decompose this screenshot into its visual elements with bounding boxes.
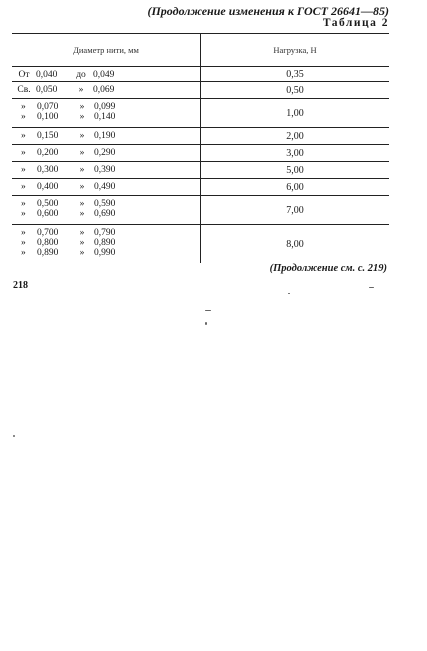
range-to: 0,390 [94, 165, 116, 175]
diameter-cell [12, 99, 200, 127]
range-mid: » [79, 199, 85, 209]
range-prefix: » [21, 248, 26, 258]
range-from: 0,100 [37, 112, 59, 122]
table-row [12, 225, 389, 263]
column-header-diameter: Диаметр нити, мм [73, 45, 139, 55]
diameter-cell [12, 128, 200, 144]
range-prefix: » [21, 131, 26, 141]
diameter-cell [12, 179, 200, 195]
table-title: Таблица 2 [322, 17, 389, 29]
scan-speck [205, 310, 211, 311]
scan-speck [205, 322, 207, 325]
range-to: 0,890 [94, 238, 116, 248]
diameter-range [12, 70, 200, 80]
range-mid: » [79, 148, 85, 158]
diameter-cell [12, 145, 200, 161]
diameter-range [12, 102, 200, 112]
diameter-cell [12, 196, 200, 224]
range-prefix: » [21, 199, 26, 209]
diameter-range [12, 165, 200, 175]
range-mid: » [79, 209, 85, 219]
diameter-range [12, 209, 200, 219]
range-prefix: » [21, 182, 26, 192]
range-mid: » [79, 165, 85, 175]
range-from: 0,400 [37, 182, 59, 192]
range-to: 0,590 [94, 199, 116, 209]
range-to: 0,049 [93, 70, 115, 80]
continuation-header: (Продолжение изменения к ГОСТ 26641—85) [147, 4, 389, 18]
scan-speck [13, 435, 15, 437]
range-prefix: » [21, 209, 26, 219]
range-from: 0,890 [37, 248, 59, 258]
load-cell: 8,00 [200, 225, 389, 263]
range-mid: » [78, 85, 84, 95]
column-header-load: Нагрузка, Н [200, 34, 389, 66]
load-cell: 3,00 [200, 145, 389, 161]
range-prefix: От [18, 70, 30, 80]
range-mid: » [79, 228, 85, 238]
range-prefix: » [21, 148, 26, 158]
range-mid: до [76, 70, 86, 80]
range-to: 0,790 [94, 228, 116, 238]
range-from: 0,050 [36, 85, 58, 95]
diameter-cell [12, 225, 200, 263]
table-row [12, 145, 389, 162]
range-prefix: Св. [17, 85, 31, 95]
data-table [12, 33, 389, 263]
table-row [12, 82, 389, 99]
range-mid: » [79, 238, 85, 248]
range-prefix: » [21, 102, 26, 112]
range-to: 0,990 [94, 248, 116, 258]
range-from: 0,040 [36, 70, 58, 80]
diameter-cell [12, 162, 200, 178]
table-row [12, 196, 389, 225]
load-cell: 7,00 [200, 196, 389, 224]
range-from: 0,200 [37, 148, 59, 158]
range-to: 0,190 [94, 131, 116, 141]
diameter-range [12, 112, 200, 122]
page-number: 218 [13, 280, 28, 291]
table-row [12, 179, 389, 196]
range-mid: » [79, 182, 85, 192]
range-mid: » [79, 112, 85, 122]
scan-speck [288, 293, 290, 294]
diameter-range [12, 248, 200, 258]
range-from: 0,700 [37, 228, 59, 238]
load-cell: 1,00 [200, 99, 389, 127]
diameter-range [12, 199, 200, 209]
range-from: 0,800 [37, 238, 59, 248]
load-cell: 0,50 [200, 82, 389, 98]
range-to: 0,290 [94, 148, 116, 158]
range-prefix: » [21, 112, 26, 122]
range-prefix: » [21, 228, 26, 238]
range-to: 0,140 [94, 112, 116, 122]
load-cell: 2,00 [200, 128, 389, 144]
range-to: 0,490 [94, 182, 116, 192]
range-to: 0,099 [94, 102, 116, 112]
range-to: 0,069 [93, 85, 115, 95]
range-from: 0,500 [37, 199, 59, 209]
table-row [12, 128, 389, 145]
range-mid: » [79, 102, 85, 112]
range-prefix: » [21, 238, 26, 248]
diameter-cell [12, 82, 200, 98]
range-from: 0,150 [37, 131, 59, 141]
diameter-range [12, 182, 200, 192]
range-to: 0,690 [94, 209, 116, 219]
diameter-range [12, 228, 200, 238]
table-header [12, 33, 389, 67]
range-prefix: » [21, 165, 26, 175]
table-row [12, 67, 389, 82]
diameter-cell [12, 67, 200, 81]
diameter-range [12, 85, 200, 95]
table-row [12, 99, 389, 128]
diameter-range [12, 238, 200, 248]
range-from: 0,600 [37, 209, 59, 219]
table-row [12, 162, 389, 179]
range-mid: » [79, 131, 85, 141]
range-from: 0,300 [37, 165, 59, 175]
load-cell: 0,35 [200, 67, 389, 81]
continuation-footer: (Продолжение см. с. 219) [269, 263, 387, 274]
table-body [12, 67, 389, 263]
diameter-range [12, 131, 200, 141]
load-cell: 5,00 [200, 162, 389, 178]
range-from: 0,070 [37, 102, 59, 112]
diameter-range [12, 148, 200, 158]
scan-speck [369, 287, 374, 288]
range-mid: » [79, 248, 85, 258]
load-cell: 6,00 [200, 179, 389, 195]
